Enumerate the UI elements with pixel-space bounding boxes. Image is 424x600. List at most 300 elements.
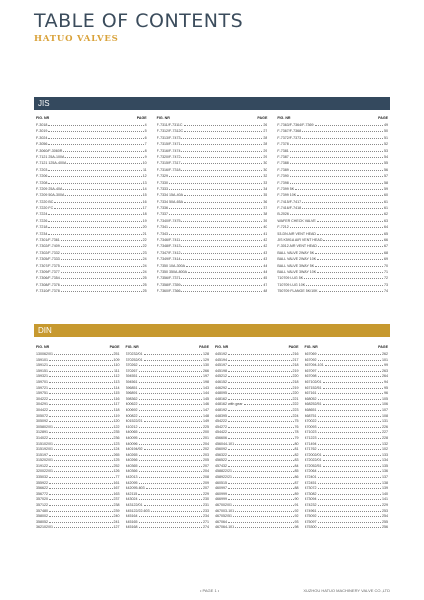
column-header: [277, 115, 388, 122]
dot-leader: [139, 379, 203, 383]
dot-leader: [318, 390, 384, 394]
section-band-din: [34, 324, 390, 337]
fig-number: 474232: [304, 503, 317, 508]
fig-number: 304222: [36, 396, 48, 401]
page-number: • PAGE 1 •: [200, 588, 220, 593]
fig-number: 440366: [125, 469, 138, 474]
page-ref: 28: [263, 142, 268, 147]
page-ref: 147: [203, 407, 209, 412]
dot-leader: [186, 263, 262, 267]
dot-leader: [302, 205, 383, 209]
page-ref: 12: [142, 174, 147, 179]
page-ref: 207: [203, 463, 209, 468]
fig-number: 315197: [36, 452, 48, 457]
fig-number: 456522: [215, 458, 227, 463]
page-ref: 82: [294, 452, 299, 457]
dot-leader: [233, 513, 294, 517]
dot-leader: [61, 288, 142, 292]
page-ref: 230: [203, 497, 209, 502]
page-ref: 144: [203, 391, 209, 396]
page-ref: 4: [144, 123, 147, 127]
page-ref: 127: [113, 525, 120, 530]
page-ref: 251: [113, 352, 120, 356]
column-header-fig: FIG. NR: [36, 116, 50, 120]
page-ref: 29: [263, 148, 268, 153]
fig-number: 467069: [304, 352, 317, 356]
fig-number: F-7356/F-7371: [156, 276, 181, 281]
fig-number: F-7302/F-7332: [36, 250, 60, 255]
fig-number: 315202/01: [36, 458, 53, 463]
page-ref: 253: [382, 508, 388, 513]
page-ref: 254: [382, 514, 388, 519]
fig-number: 448095: [215, 391, 227, 396]
dot-leader: [181, 218, 262, 222]
page-ref: 101: [382, 357, 388, 362]
fig-number: 370252/01: [125, 357, 143, 362]
dot-leader: [318, 441, 382, 445]
fig-number: F-7372/F-7373: [277, 135, 302, 140]
dot-leader: [48, 173, 141, 177]
brand-subtitle: HATUO VALVES: [34, 34, 119, 44]
toc-entry[interactable]: [215, 524, 299, 530]
fig-number: 467161: [304, 391, 317, 396]
toc-entry[interactable]: [126, 524, 210, 530]
fig-number: 398362: [125, 396, 138, 401]
page-ref: 8: [144, 148, 147, 153]
fig-number: F-7121 25A-100A: [36, 154, 65, 159]
fig-number: 471023: [304, 430, 317, 435]
page-ref: 73: [384, 282, 389, 287]
page-ref: 22: [142, 244, 147, 249]
fig-number: F-3018: [36, 123, 48, 127]
dot-leader: [54, 457, 113, 461]
fig-number: 356622: [36, 486, 48, 491]
fig-number: 445122/22-603: [125, 508, 150, 513]
dot-leader: [65, 154, 143, 158]
toc-entry[interactable]: [305, 524, 389, 530]
fig-number: 448162: [215, 396, 227, 401]
dot-leader: [49, 379, 113, 383]
page-ref: 85: [294, 469, 299, 474]
dot-leader: [302, 135, 383, 139]
dot-leader: [61, 275, 142, 279]
fig-number: 473082: [304, 491, 317, 496]
fig-number: 320022/01: [36, 469, 53, 474]
dot-leader: [317, 231, 383, 235]
page-ref: 256: [382, 525, 388, 530]
page-ref: 118: [113, 407, 120, 412]
dot-leader: [181, 243, 262, 247]
page-ref: 70: [384, 263, 389, 268]
page-ref: 69: [384, 257, 389, 262]
fig-number: 362102/01: [36, 525, 53, 530]
dot-leader: [318, 491, 382, 495]
fig-number: F-7316/F-7474: [156, 148, 181, 153]
page-ref: 145: [203, 396, 209, 401]
dot-leader: [49, 368, 113, 372]
page-ref: 53: [384, 148, 389, 153]
fig-number: 446152: [215, 379, 227, 384]
fig-number: 400692: [125, 407, 138, 412]
page-ref: 204: [203, 469, 209, 474]
page-ref: 263: [382, 368, 388, 373]
fig-number: 159121: [36, 363, 48, 368]
fig-number: 355922: [36, 480, 48, 485]
page-ref: 203: [203, 452, 209, 457]
dot-leader: [184, 192, 262, 196]
page-ref: 72: [384, 276, 389, 281]
page-ref: 25: [142, 276, 147, 281]
page-ref: 225: [203, 424, 209, 429]
dot-leader: [49, 452, 113, 456]
fig-number: 304422: [36, 407, 48, 412]
page-ref: 113: [113, 379, 120, 384]
toc-entry[interactable]: [277, 288, 388, 294]
dot-leader: [228, 424, 294, 428]
dot-leader: [228, 435, 294, 439]
fig-number: 442095: [125, 480, 138, 485]
page-ref: 89: [294, 491, 299, 496]
dot-leader: [49, 418, 113, 422]
dot-leader: [48, 180, 141, 184]
dot-leader: [290, 211, 383, 215]
dot-leader: [54, 446, 113, 450]
page-ref: 74: [384, 289, 389, 294]
fig-number: 467002/01: [215, 503, 232, 508]
page-ref: 11: [142, 167, 147, 172]
fig-number: 473072: [304, 486, 317, 491]
dot-leader: [318, 413, 382, 417]
dot-leader: [188, 269, 262, 273]
fig-number: 159321: [36, 374, 48, 379]
fig-number: 467092: [304, 357, 317, 362]
page-ref: 149: [203, 419, 209, 424]
fig-number: F-7350 350A-800A: [156, 269, 188, 274]
page-ref: 137: [382, 475, 388, 480]
fig-number: F-7378: [277, 142, 289, 147]
dot-leader: [48, 167, 142, 171]
fig-number: 448192: [215, 407, 227, 412]
page-ref: 139: [382, 486, 388, 491]
toc-entry[interactable]: [36, 288, 147, 294]
fig-number: 472451: [304, 480, 317, 485]
page-ref: 5: [144, 129, 147, 134]
page-ref: 161: [113, 480, 120, 485]
dot-leader: [61, 263, 142, 267]
page-ref: 79: [294, 435, 299, 440]
page-ref: 216: [292, 352, 299, 356]
toc-entry[interactable]: [36, 524, 120, 530]
page-ref: 66: [384, 238, 389, 243]
fig-number: F-7334 15A-40A: [156, 193, 184, 198]
page-ref: 36: [263, 199, 268, 204]
dot-leader: [318, 424, 382, 428]
fig-number: 467097: [304, 368, 317, 373]
page-ref: 148: [203, 413, 209, 418]
dot-leader: [49, 463, 113, 467]
section-band-jis: [34, 97, 390, 110]
fig-number: 460999: [215, 491, 227, 496]
page-ref: 200: [203, 430, 209, 435]
page-ref: 219: [292, 368, 299, 373]
dot-leader: [139, 429, 203, 433]
fig-number: 468751: [304, 413, 317, 418]
fig-number: F-7399 5K: [277, 186, 295, 191]
dot-leader: [315, 263, 383, 267]
dot-leader: [323, 385, 384, 389]
page-ref: 130: [203, 363, 209, 368]
fig-number: 454272: [215, 424, 227, 429]
dot-leader: [139, 524, 203, 528]
fig-number: 472002/01: [304, 452, 322, 457]
fig-number: 467064: [215, 519, 227, 524]
fig-number: 445198: [215, 368, 227, 373]
page-ref: 209: [203, 480, 209, 485]
page-ref: 208: [203, 475, 209, 480]
page-ref: 44: [263, 269, 268, 274]
page-ref: 125: [113, 458, 120, 463]
din-column: [305, 344, 389, 530]
page-ref: 27: [263, 129, 268, 134]
page-ref: 35: [263, 193, 268, 198]
fig-number: 335032: [36, 475, 48, 480]
page-ref: 67: [384, 244, 389, 249]
header: [34, 10, 243, 44]
dot-leader: [139, 401, 203, 405]
dot-leader: [228, 463, 294, 467]
page-ref: 44: [263, 263, 268, 268]
fig-number: F-7309/F-7377: [36, 269, 60, 274]
page-ref: 108: [382, 413, 388, 418]
din-column: [215, 344, 299, 530]
dot-leader: [49, 513, 113, 517]
page-ref: 222: [292, 402, 299, 407]
dot-leader: [228, 480, 294, 484]
dot-leader: [290, 160, 383, 164]
page-ref: 117: [113, 402, 120, 407]
dot-leader: [49, 385, 113, 389]
page-ref: 202: [203, 447, 209, 452]
page-ref: 37: [263, 206, 268, 211]
dot-leader: [233, 474, 294, 478]
dot-leader: [49, 435, 113, 439]
dot-leader: [319, 288, 384, 292]
page-ref: 114: [113, 385, 120, 390]
fig-number: WAFER CHECK VALVE: [277, 218, 316, 223]
page-ref: 23: [142, 250, 147, 255]
dot-leader: [317, 256, 383, 260]
page-ref: 47: [263, 282, 268, 287]
fig-number: F-7398: [277, 180, 289, 185]
page-ref: 86: [294, 475, 299, 480]
fig-number: 442095-603: [125, 486, 145, 491]
fig-number: F-7387: [277, 154, 289, 159]
fig-number: 445168: [125, 525, 138, 530]
page-ref: 90: [294, 497, 299, 502]
dot-leader: [228, 362, 292, 366]
page-ref: 229: [203, 491, 209, 496]
dot-leader: [297, 192, 383, 196]
fig-number: 468252/51: [304, 402, 322, 407]
page-ref: 116: [113, 396, 120, 401]
page-ref: 120: [113, 419, 120, 424]
page-ref: 107: [382, 407, 388, 412]
dot-leader: [54, 351, 113, 355]
fig-number: 53-DN AIR VENT HEAD: [277, 231, 317, 236]
fig-number: 400622: [125, 402, 138, 407]
company-name: XUZHOU HATUO MACHINERY VALVE CO.,LTD: [303, 588, 390, 593]
dot-leader: [49, 413, 113, 417]
fig-number: 472022/01: [304, 458, 322, 463]
fig-number: 400822: [125, 413, 138, 418]
column-header: [126, 344, 210, 351]
dot-leader: [49, 390, 113, 394]
dot-leader: [181, 141, 262, 145]
dot-leader: [65, 192, 141, 196]
fig-number: F-7333: [156, 186, 169, 191]
dot-leader: [146, 485, 202, 489]
fig-number: 394561: [125, 379, 138, 384]
dot-leader: [49, 396, 113, 400]
fig-number: 475097: [304, 519, 317, 524]
fig-number: 710709 LUG 10K: [277, 282, 306, 287]
dot-leader: [169, 231, 262, 235]
dot-leader: [181, 275, 262, 279]
page-ref: 207: [203, 486, 209, 491]
dot-leader: [228, 368, 292, 372]
dot-leader: [54, 424, 113, 428]
page-ref: 87: [294, 480, 299, 485]
page-ref: 234: [203, 514, 209, 519]
fig-number: 305072: [36, 413, 48, 418]
toc-entry[interactable]: [157, 288, 268, 294]
dot-leader: [48, 231, 141, 235]
dot-leader: [49, 502, 113, 506]
page-ref: 38: [263, 212, 268, 217]
page-ref: 78: [294, 430, 299, 435]
dot-leader: [139, 385, 203, 389]
page-ref: 218: [292, 379, 299, 384]
page-ref: 92: [294, 514, 299, 519]
dot-leader: [233, 502, 294, 506]
page-ref: 24: [142, 269, 147, 274]
page-ref: 99: [384, 363, 388, 368]
page-ref: 197: [203, 374, 209, 379]
dot-leader: [48, 224, 141, 228]
fig-number: 454422: [215, 430, 227, 435]
dot-leader: [295, 186, 383, 190]
page-ref: 49: [384, 123, 389, 127]
page-ref: 83: [294, 458, 299, 463]
page-ref: 132: [382, 441, 388, 446]
fig-number: F-3019: [36, 129, 48, 134]
dot-leader: [139, 463, 203, 467]
fig-number: 440194/92: [125, 447, 143, 452]
dot-leader: [317, 218, 383, 222]
fig-number: F-7358/F-7359: [156, 282, 181, 287]
column-header-page: PAGE: [109, 345, 120, 349]
page-ref: 68: [384, 250, 389, 255]
page-ref: 30: [263, 167, 268, 172]
column-header-fig: FIG. NR: [125, 345, 139, 349]
dot-leader: [318, 407, 382, 411]
column-header-fig: FIG. NR: [277, 116, 291, 120]
page-ref: 55: [384, 161, 389, 166]
fig-number: F-7336: [156, 206, 169, 211]
page-ref: 102: [382, 447, 388, 452]
dot-leader: [139, 441, 203, 445]
fig-number: 440266: [125, 458, 138, 463]
fig-number: 472064: [304, 469, 317, 474]
dot-leader: [139, 362, 203, 366]
dot-leader: [228, 407, 292, 411]
fig-number: F-7340/F-7475: [156, 218, 181, 223]
dot-leader: [49, 496, 113, 500]
page-ref: 6: [144, 135, 147, 140]
dot-leader: [49, 508, 113, 512]
dot-leader: [228, 385, 292, 389]
fig-number: 305092: [36, 419, 48, 424]
dot-leader: [318, 496, 382, 500]
dot-leader: [318, 396, 382, 400]
fig-number: F-7212: [277, 225, 289, 230]
dot-leader: [169, 211, 262, 215]
dot-leader: [144, 351, 203, 355]
page-ref: 14: [142, 186, 147, 191]
dot-leader: [318, 373, 382, 377]
column-header: [215, 344, 299, 351]
page-ref: 42: [263, 244, 268, 249]
fig-number: F-7320/F-7472: [156, 154, 181, 159]
dot-leader: [290, 141, 383, 145]
din-index-columns: [36, 344, 388, 530]
fig-number: 401522/21: [125, 419, 143, 424]
fig-number: F-7121 125A-400A: [36, 161, 67, 166]
page-ref: 235: [113, 430, 120, 435]
column-header: [36, 115, 147, 122]
page-ref: 45: [263, 276, 268, 281]
fig-number: 467094-101: [304, 363, 324, 368]
page-ref: 60: [384, 193, 389, 198]
page-ref: 17: [142, 206, 147, 211]
dot-leader: [235, 441, 293, 445]
fig-number: 445165: [125, 519, 138, 524]
dot-leader: [228, 351, 292, 355]
fig-number: 315102/01: [36, 441, 53, 446]
page-ref: 24: [142, 257, 147, 262]
dot-leader: [49, 362, 113, 366]
dot-leader: [318, 446, 382, 450]
page-ref: 84: [294, 463, 299, 468]
dot-leader: [315, 122, 384, 126]
dot-leader: [290, 167, 383, 171]
page-ref: 57: [384, 174, 389, 179]
page-ref: 19: [142, 218, 147, 223]
fig-number: F-7349/F-7414: [156, 257, 181, 262]
fig-number: 710709 LUG 5K: [277, 276, 304, 281]
fig-number: F-7313/F-7473: [156, 135, 181, 140]
dot-leader: [49, 491, 113, 495]
dot-leader: [184, 199, 262, 203]
dot-leader: [323, 401, 382, 405]
dot-leader: [48, 218, 141, 222]
fig-number: 370262: [125, 363, 138, 368]
dot-leader: [169, 186, 262, 190]
column-header-page: PAGE: [257, 116, 268, 120]
dot-leader: [48, 141, 143, 145]
dot-leader: [323, 457, 382, 461]
page-ref: 124: [113, 447, 120, 452]
